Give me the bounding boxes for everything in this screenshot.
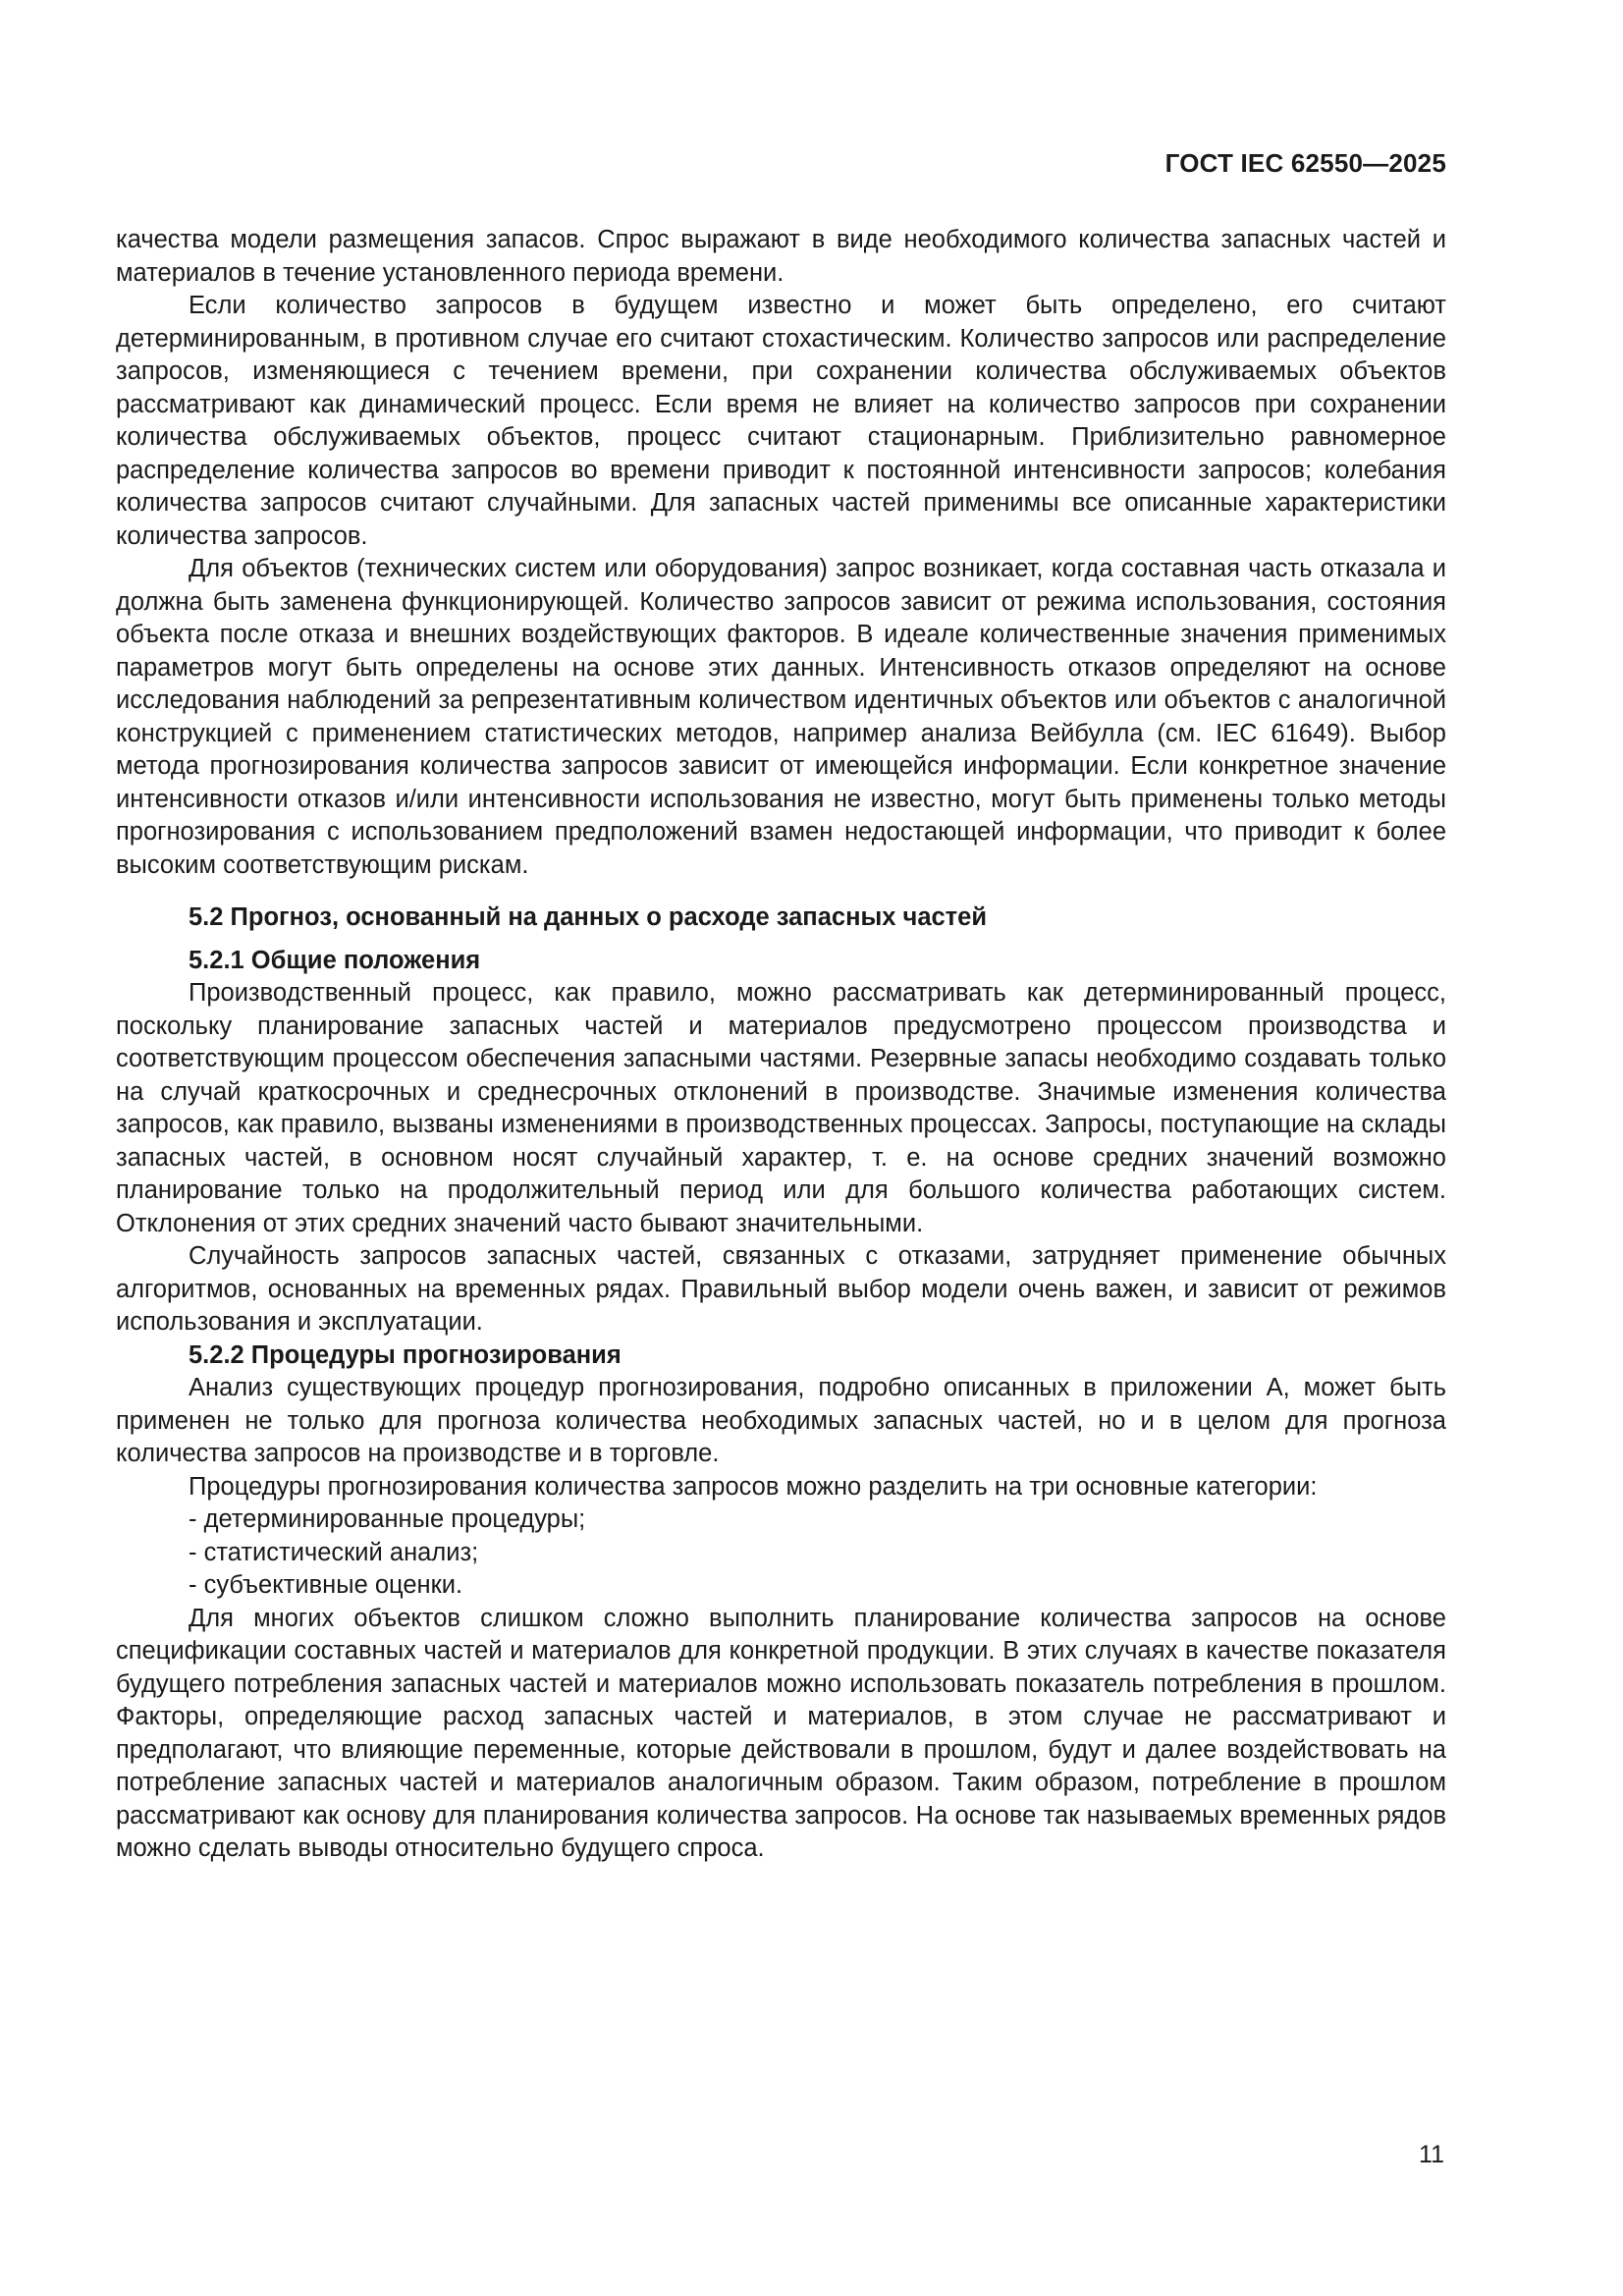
list-item: - статистический анализ; [189,1538,479,1566]
paragraph: Анализ существующих процедур прогнозирования, подробно описанных в приложении А, может быть применен не только для прогноза количества необходимых запасных частей, но и в целом для прогноза количества запросов на производстве и в торговле. [116,1374,1446,1467]
paragraph: Для объектов (технических систем или оборудования) запрос возникает, когда составная часть отказала и должна быть заменена функционирующей. Количество запросов зависит от режима использования, состояния объекта после отказа и внешних воздействующих факторов. В идеале количественные значения применимых параметров могут быть определены на основе этих данных. Интенсивность отказов определяют на основе исследования наблюдений за репрезентативным количеством идентичных объектов или объектов с аналогичной конструкцией с применением статистических методов, например анализа Вейбулла (см. IEC 61649). Выбор метода прогнозирования количества запросов зависит от имеющейся информации. Если конкретное значение интенсивности отказов и/или интенсивности использования не известно, могут быть применены только методы прогнозирования с использованием предположений взамен недостающей информации, что приводит к более высоким соответствующим рискам. [116,555,1446,879]
document-body [116,224,1446,1866]
list-item: - субъективные оценки. [189,1571,463,1599]
document-standard-id: ГОСТ IEC 62550—2025 [1164,148,1446,178]
paragraph: Для многих объектов слишком сложно выполнить планирование количества запросов на основе спецификации составных частей и материалов для конкретной продукции. В этих случаях в качестве показателя будущего потребления запасных частей и материалов можно использовать показатель потребления в прошлом. Факторы, определяющие расход запасных частей и материалов, в этом случае не рассматривают и предполагают, что влияющие переменные, которые действовали в прошлом, будут и далее воздействовать на потребление запасных частей и материалов аналогичным образом. Таким образом, потребление в прошлом рассматривают как основу для планирования количества запросов. На основе так называемых временных рядов можно сделать выводы относительно будущего спроса. [116,1604,1446,1862]
section-heading-5-2-1: 5.2.1 Общие положения [189,946,481,974]
list-item: - детерминированные процедуры; [189,1505,586,1533]
paragraph: качества модели размещения запасов. Спрос выражают в виде необходимого количества запасных частей и материалов в течение установленного периода времени. [116,226,1446,287]
section-heading-5-2: 5.2 Прогноз, основанный на данных о расходе запасных частей [189,903,988,931]
paragraph: Производственный процесс, как правило, можно рассматривать как детерминированный процесс, поскольку планирование запасных частей и материалов предусмотрено процессом производства и соответствующим процессом обеспечения запасными частями. Резервные запасы необходимо создавать только на случай краткосрочных и среднесрочных отклонений в производстве. Значимые изменения количества запросов, как правило, вызваны изменениями в производственных процессах. Запросы, поступающие на склады запасных частей, в основном носят случайный характер, т. е. на основе средних значений возможно планирование только на продолжительный период или для большого количества работающих систем. Отклонения от этих средних значений часто бывают значительными. [116,979,1446,1237]
page-number: 11 [1419,2141,1444,2168]
paragraph: Процедуры прогнозирования количества запросов можно разделить на три основные категории: [189,1472,1318,1501]
paragraph: Случайность запросов запасных частей, связанных с отказами, затрудняет применение обычных алгоритмов, основанных на временных рядах. Правильный выбор модели очень важен, и зависит от режимов использования и эксплуатации. [116,1242,1446,1336]
section-heading-5-2-2: 5.2.2 Процедуры прогнозирования [189,1340,622,1369]
paragraph: Если количество запросов в будущем известно и может быть определено, его считают детерминированным, в противном случае его считают стохастическим. Количество запросов или распределение запросов, изменяющиеся с течением времени, при сохранении количества обслуживаемых объектов рассматривают как динамический процесс. Если время не влияет на количество запросов при сохранении количества обслуживаемых объектов, процесс считают стационарным. Приблизительно равномерное распределение количества запросов во времени приводит к постоянной интенсивности запросов; колебания количества запросов считают случайными. Для запасных частей применимы все описанные характеристики количества запросов. [116,292,1446,550]
